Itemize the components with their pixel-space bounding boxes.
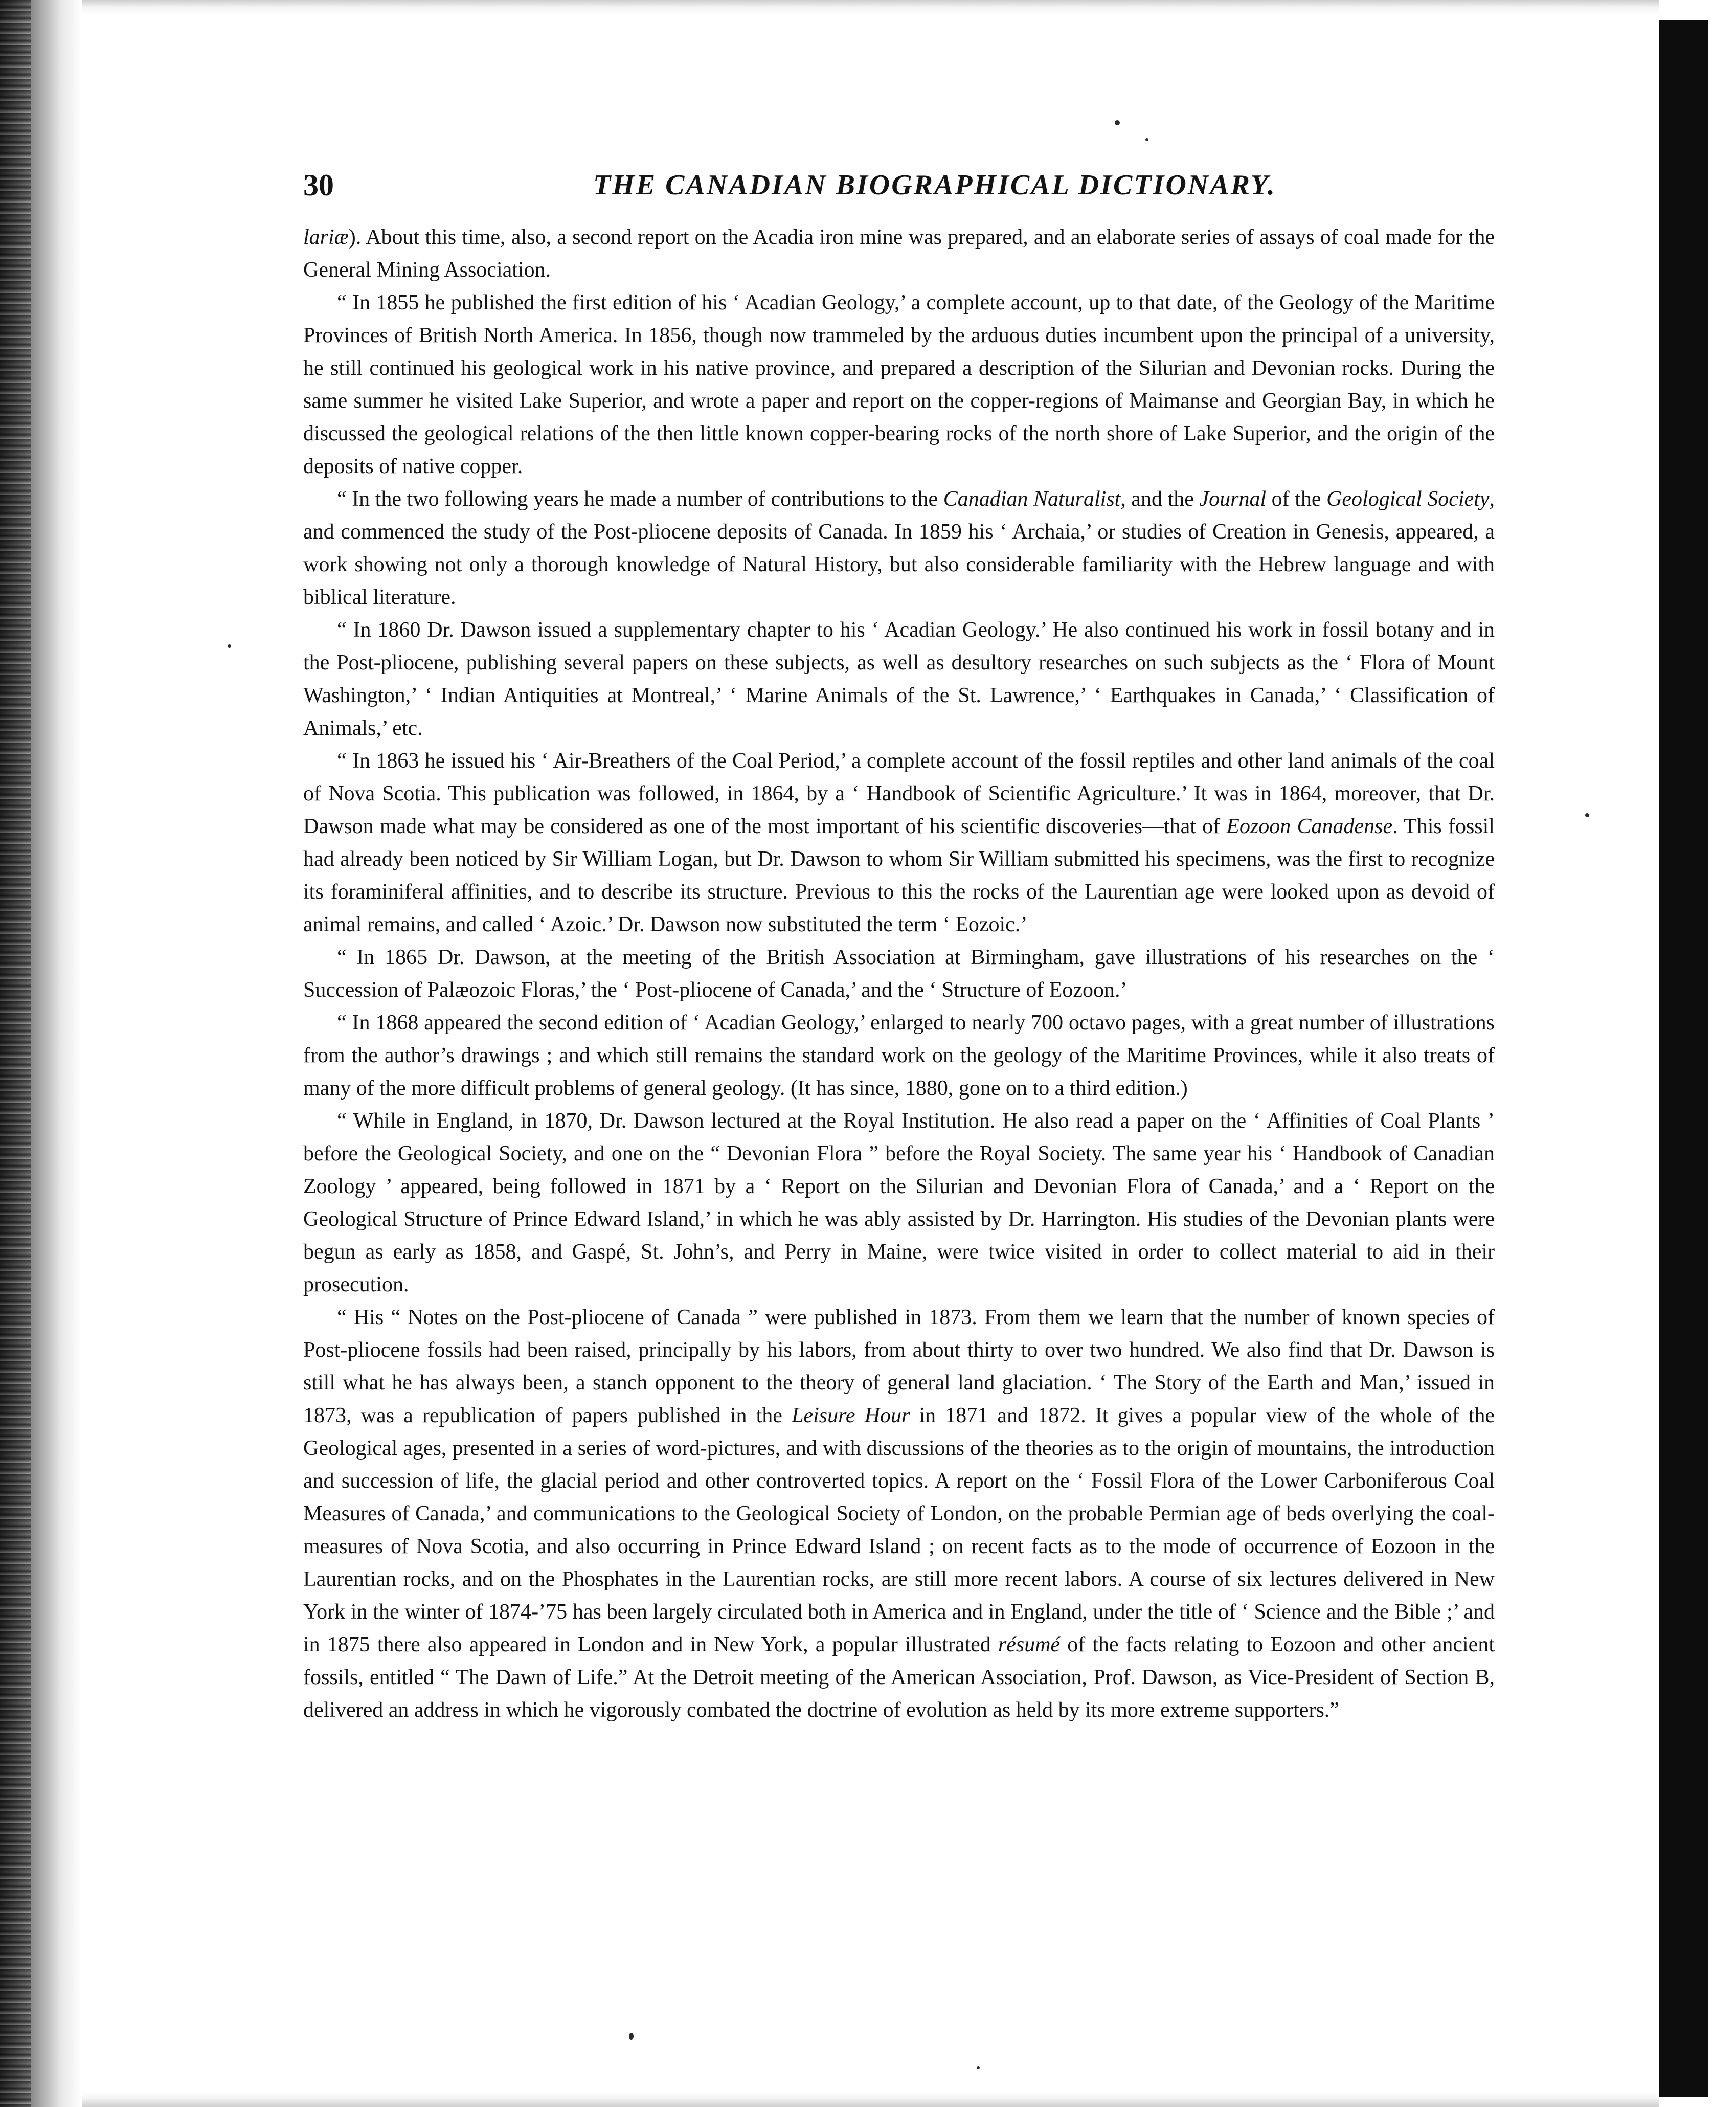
text-run: “ In 1865 Dr. Dawson, at the meeting of the British Association at Birmingham, gave illustrations of his researches on the ‘ Succession of Palæozoic Floras,’ the ‘ Post-pliocene of Canada,’ and the ‘ Structure of Eozoon.’ xyxy=(303,946,1495,1002)
italic-text: Canadian Naturalist xyxy=(943,487,1121,511)
paragraph xyxy=(303,286,1495,483)
scan-speck xyxy=(228,644,231,648)
scan-top-edge xyxy=(82,0,1659,15)
text-run: , and commenced the study of the Post-pliocene deposits of Canada. In 1859 his ‘ Archaia,’ or studies of Creation in Genesis, appeared, a work showing not only a thorough knowledge of Natural History, but also considerable familiarity with the Hebrew language and with biblical literature. xyxy=(303,487,1495,609)
text-run: . This fossil had already been noticed by Sir William Logan, but Dr. Dawson to whom Sir William submitted his specimens, was the first to recognize its foraminiferal affinities, and to describe its structure. Previous to this the rocks of the Laurentian age were looked upon as devoid of animal remains, and called ‘ Azoic.’ Dr. Dawson now substituted the term ‘ Eozoic.’ xyxy=(303,815,1495,936)
running-head: THE CANADIAN BIOGRAPHICAL DICTIONARY. xyxy=(593,169,1276,201)
paragraph xyxy=(303,745,1495,941)
text-run: “ In the two following years he made a number of contributions to the xyxy=(337,487,943,511)
paragraph xyxy=(303,1006,1495,1105)
text-run: of the xyxy=(1266,487,1327,511)
text-run: “ While in England, in 1870, Dr. Dawson lectured at the Royal Institution. He also read a paper on the ‘ Affinities of Coal Plants ’ before the Geological Society, and one on the “ Devonian Flora ” before the Royal Society. The same year his ‘ Handbook of Canadian Zoology ’ appeared, being followed in 1871 by a ‘ Report on the Silurian and Devonian Flora of Canada,’ and a ‘ Report on the Geological Structure of Prince Edward Island,’ in which he was ably assisted by Dr. Harrington. His studies of the Devonian plants were begun as early as 1858, and Gaspé, St. John’s, and Perry in Maine, were twice visited in order to collect material to aid in their prosecution. xyxy=(303,1109,1495,1296)
text-run: “ His “ Notes on the Post-pliocene of Canada ” were published in 1873. From them we learn that the number of known species of Post-pliocene fossils had been raised, principally by his labors, from about thirty to over two hundred. We also find that Dr. Dawson is still what he has always been, a stanch opponent to the theory of general land glaciation. ‘ The Story of the Earth and Man,’ issued in 1873, was a republication of papers published in the xyxy=(303,1306,1495,1427)
text-run: “ In 1868 appeared the second edition of ‘ Acadian Geology,’ enlarged to nearly 700 octavo pages, with a great number of illustrations from the author’s drawings ; and which still remains the standard work on the geology of the Maritime Provinces, while it also treats of many of the more difficult problems of general geology. (It has since, 1880, gone on to a third edition.) xyxy=(303,1011,1495,1100)
paragraph xyxy=(303,483,1495,614)
italic-text: lariæ xyxy=(303,226,349,249)
italic-text: Leisure Hour xyxy=(792,1404,910,1427)
italic-text: Geological Society xyxy=(1326,487,1490,511)
scan-right-border xyxy=(1659,20,1708,2097)
paragraph xyxy=(303,1105,1495,1301)
scan-left-edge xyxy=(0,0,82,2107)
text-run: , and the xyxy=(1120,487,1200,511)
text-run: “ In 1863 he issued his ‘ Air-Breathers of the Coal Period,’ a complete account of the fossil reptiles and other land animals of the coal of Nova Scotia. This publication was followed, in 1864, by a ‘ Handbook of Scientific Agriculture.’ It was in 1864, moreover, that Dr. Dawson made what may be considered as one of the most important of his scientific discoveries—that of xyxy=(303,749,1495,838)
page-number: 30 xyxy=(303,168,334,202)
paragraph xyxy=(303,941,1495,1006)
body-text xyxy=(303,221,1495,1727)
paragraph xyxy=(303,221,1495,286)
scan-speck xyxy=(629,2033,634,2040)
italic-text: Journal xyxy=(1199,487,1267,511)
paragraph xyxy=(303,1301,1495,1727)
paragraph xyxy=(303,614,1495,745)
scan-speck xyxy=(1145,138,1148,141)
italic-text: Eozoon Canadense xyxy=(1226,815,1393,838)
scan-speck xyxy=(977,2066,980,2069)
scan-bottom-edge xyxy=(82,2092,1659,2107)
scan-speck xyxy=(1115,120,1120,125)
text-run: in 1871 and 1872. It gives a popular view of the whole of the Geological ages, presented in a series of word-pictures, and with discussions of the theories as to the origin of mountains, the introduction and succession of life, the glacial period and other controverted topics. A report on the ‘ Fossil Flora of the Lower Carboniferous Coal Measures of Canada,’ and communications to the Geological Society of London, on the probable Permian age of beds overlying the coal-measures of Nova Scotia, and also occurring in Prince Edward Island ; on recent facts as to the mode of occurrence of Eozoon in the Laurentian rocks, and on the Phosphates in the Laurentian rocks, are still more recent labors. A course of six lectures delivered in New York in the winter of 1874-’75 has been largely circulated both in America and in England, under the title of ‘ Science and the Bible ;’ and in 1875 there also appeared in London and in New York, a popular illustrated xyxy=(303,1404,1495,1656)
scan-speck xyxy=(1585,813,1589,817)
text-run: ). About this time, also, a second report on the Acadia iron mine was prepared, and an elaborate series of assays of coal made for the General Mining Association. xyxy=(303,226,1495,282)
text-run: of the facts relating to Eozoon and other ancient fossils, entitled “ The Dawn of Life.” At the Detroit meeting of the American Association, Prof. Dawson, as Vice-President of Section B, delivered an address in which he vigorously combated the doctrine of evolution as held by its more extreme supporters.” xyxy=(303,1633,1495,1722)
italic-text: résumé xyxy=(998,1633,1061,1656)
text-run: “ In 1860 Dr. Dawson issued a supplementary chapter to his ‘ Acadian Geology.’ He also continued his work in fossil botany and in the Post-pliocene, publishing several papers on these subjects, as well as desultory researches on such subjects as the ‘ Flora of Mount Washington,’ ‘ Indian Antiquities at Montreal,’ ‘ Marine Animals of the St. Lawrence,’ ‘ Earthquakes in Canada,’ ‘ Classification of Animals,’ etc. xyxy=(303,618,1495,740)
text-run: “ In 1855 he published the first edition of his ‘ Acadian Geology,’ a complete account, up to that date, of the Geology of the Maritime Provinces of British North America. In 1856, though now trammeled by the arduous duties incumbent upon the principal of a university, he still continued his geological work in his native province, and prepared a description of the Silurian and Devonian rocks. During the same summer he visited Lake Superior, and wrote a paper and report on the copper-regions of Maimanse and Georgian Bay, in which he discussed the geological relations of the then little known copper-bearing rocks of the north shore of Lake Superior, and the origin of the deposits of native copper. xyxy=(303,291,1495,478)
page-header xyxy=(303,164,1495,210)
